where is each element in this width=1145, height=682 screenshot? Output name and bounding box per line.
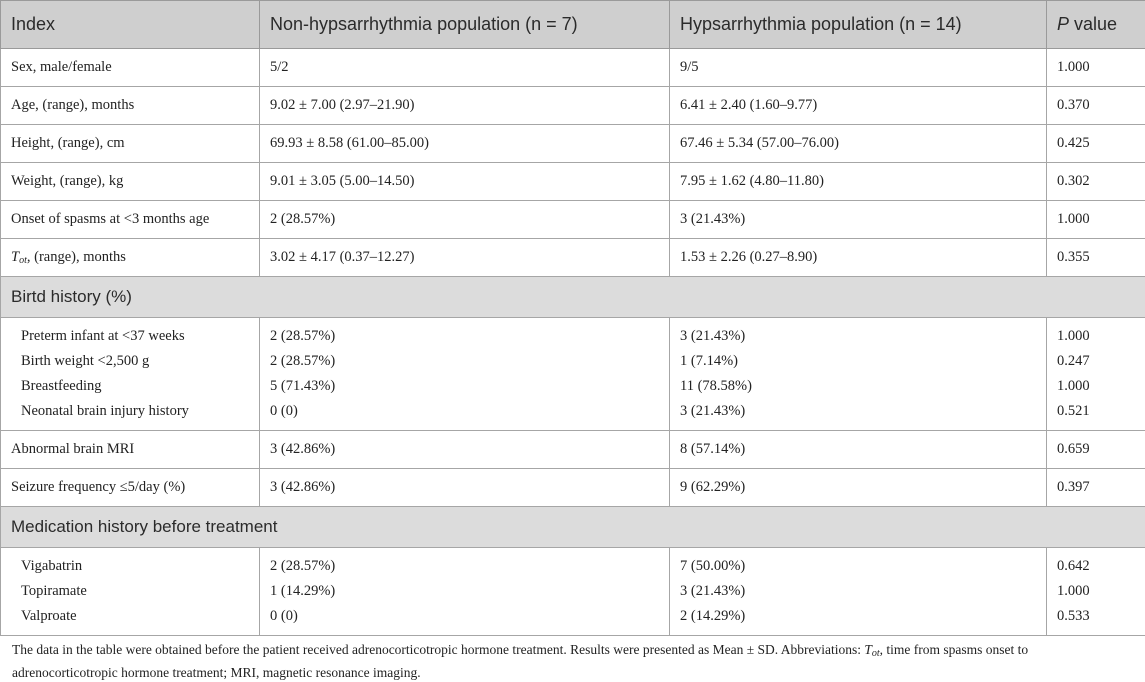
section-title: Birtd history (%)	[1, 277, 1145, 318]
hyps-value: 8 (57.14%)	[670, 431, 1047, 469]
header-hypsarrhythmia: Hypsarrhythmia population (n = 14)	[670, 1, 1047, 49]
hyps-value: 3 (21.43%)	[680, 324, 1036, 349]
table-row	[1, 239, 1145, 277]
row-label: Vigabatrin	[21, 554, 249, 579]
non-hyps-value: 2 (28.57%)	[270, 554, 659, 579]
p-value-rest: value	[1069, 14, 1117, 34]
p-value: 0.425	[1047, 125, 1145, 163]
hyps-value: 2 (14.29%)	[680, 604, 1036, 629]
p-value: 1.000	[1057, 324, 1135, 349]
p-value: 1.000	[1047, 49, 1145, 87]
group-p-values	[1047, 548, 1145, 636]
table-row	[1, 49, 1145, 87]
p-value: 0.659	[1047, 431, 1145, 469]
hyps-value: 9 (62.29%)	[670, 469, 1047, 507]
table-row	[1, 431, 1145, 469]
header-index: Index	[1, 1, 260, 49]
row-label	[1, 239, 260, 277]
p-value: 0.302	[1047, 163, 1145, 201]
t-symbol: T	[864, 642, 872, 657]
section-header-medication-history	[1, 507, 1145, 548]
row-label: Height, (range), cm	[1, 125, 260, 163]
p-value: 0.247	[1057, 349, 1135, 374]
non-hyps-value: 3 (42.86%)	[260, 431, 670, 469]
table-row	[1, 87, 1145, 125]
non-hyps-value: 5 (71.43%)	[270, 374, 659, 399]
group-p-values	[1047, 318, 1145, 431]
non-hyps-value: 3.02 ± 4.17 (0.37–12.27)	[260, 239, 670, 277]
group-labels	[1, 318, 260, 431]
non-hyps-value: 0 (0)	[270, 604, 659, 629]
section-header-birth-history	[1, 277, 1145, 318]
row-label: Weight, (range), kg	[1, 163, 260, 201]
non-hyps-value: 2 (28.57%)	[270, 324, 659, 349]
non-hyps-value: 3 (42.86%)	[260, 469, 670, 507]
row-label: Preterm infant at <37 weeks	[21, 324, 249, 349]
row-label-rest: , (range), months	[27, 249, 126, 265]
non-hyps-value: 2 (28.57%)	[260, 201, 670, 239]
hyps-value: 9/5	[670, 49, 1047, 87]
non-hyps-value: 0 (0)	[270, 399, 659, 424]
header-non-hypsarrhythmia: Non-hypsarrhythmia population (n = 7)	[260, 1, 670, 49]
hyps-value: 6.41 ± 2.40 (1.60–9.77)	[670, 87, 1047, 125]
row-label: Neonatal brain injury history	[21, 399, 249, 424]
p-value: 1.000	[1057, 374, 1135, 399]
row-label: Age, (range), months	[1, 87, 260, 125]
p-value: 0.355	[1047, 239, 1145, 277]
p-value: 0.397	[1047, 469, 1145, 507]
table-row	[1, 469, 1145, 507]
hyps-value: 3 (21.43%)	[670, 201, 1047, 239]
p-value: 1.000	[1057, 579, 1135, 604]
hyps-value: 3 (21.43%)	[680, 399, 1036, 424]
row-label: Birth weight <2,500 g	[21, 349, 249, 374]
non-hyps-value: 5/2	[260, 49, 670, 87]
hyps-value: 7 (50.00%)	[680, 554, 1036, 579]
group-labels	[1, 548, 260, 636]
p-value: 0.370	[1047, 87, 1145, 125]
row-label: Topiramate	[21, 579, 249, 604]
non-hyps-value: 9.01 ± 3.05 (5.00–14.50)	[260, 163, 670, 201]
group-non-hyps-values	[260, 318, 670, 431]
hyps-value: 67.46 ± 5.34 (57.00–76.00)	[670, 125, 1047, 163]
non-hyps-value: 1 (14.29%)	[270, 579, 659, 604]
p-value: 0.521	[1057, 399, 1135, 424]
hyps-value: 1.53 ± 2.26 (0.27–8.90)	[670, 239, 1047, 277]
non-hyps-value: 9.02 ± 7.00 (2.97–21.90)	[260, 87, 670, 125]
table-row	[1, 125, 1145, 163]
row-label: Abnormal brain MRI	[1, 431, 260, 469]
section-title: Medication history before treatment	[1, 507, 1145, 548]
non-hyps-value: 2 (28.57%)	[270, 349, 659, 374]
p-value: 0.642	[1057, 554, 1135, 579]
row-label: Valproate	[21, 604, 249, 629]
table-row	[1, 163, 1145, 201]
group-hyps-values	[670, 318, 1047, 431]
non-hyps-value: 69.93 ± 8.58 (61.00–85.00)	[260, 125, 670, 163]
p-value: 0.533	[1057, 604, 1135, 629]
t-symbol: T	[11, 249, 19, 265]
row-label: Breastfeeding	[21, 374, 249, 399]
header-p-value	[1047, 1, 1145, 49]
t-subscript: ot	[872, 648, 880, 659]
table-header-row	[1, 1, 1145, 49]
row-label: Sex, male/female	[1, 49, 260, 87]
footnote-text-2: , time from spasms onset to adrenocorticotropic hormone treatment; MRI, magnetic resonance imaging.	[12, 642, 1028, 680]
row-label: Seizure frequency ≤5/day (%)	[1, 469, 260, 507]
t-subscript: ot	[19, 255, 27, 266]
medication-history-group	[1, 548, 1145, 636]
hyps-value: 1 (7.14%)	[680, 349, 1036, 374]
group-hyps-values	[670, 548, 1047, 636]
hyps-value: 7.95 ± 1.62 (4.80–11.80)	[670, 163, 1047, 201]
hyps-value: 3 (21.43%)	[680, 579, 1036, 604]
birth-history-group	[1, 318, 1145, 431]
footnote-text-1: The data in the table were obtained before the patient received adrenocorticotropic hormone treatment. Results were presented as Mean ± SD. Abbreviations:	[12, 642, 864, 657]
hyps-value: 11 (78.58%)	[680, 374, 1036, 399]
table-row	[1, 201, 1145, 239]
p-letter: P	[1057, 14, 1069, 34]
p-value: 1.000	[1047, 201, 1145, 239]
row-label: Onset of spasms at <3 months age	[1, 201, 260, 239]
table-footnote	[12, 640, 1137, 682]
group-non-hyps-values	[260, 548, 670, 636]
